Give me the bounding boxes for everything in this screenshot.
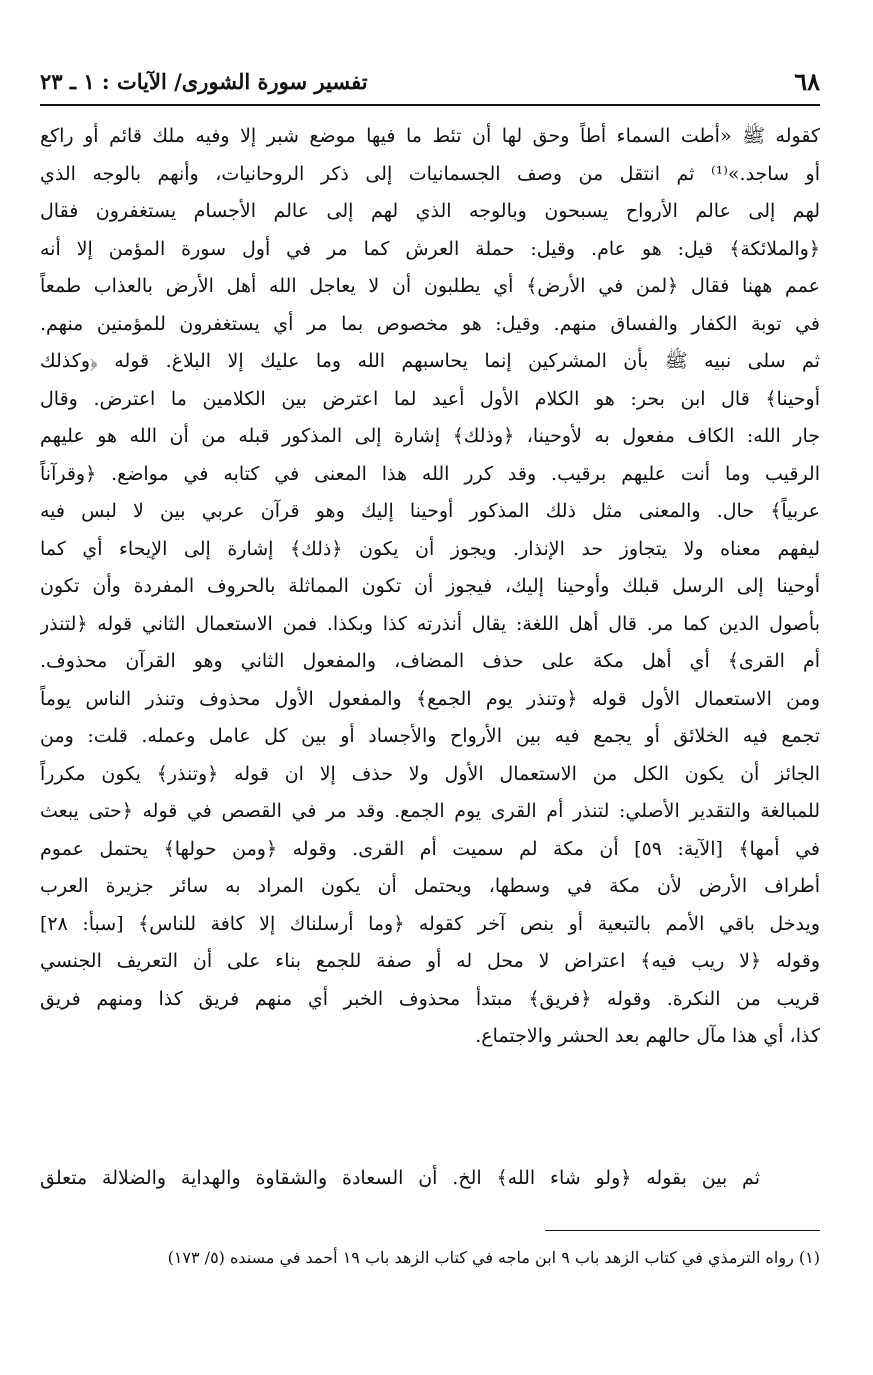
running-title: تفسير سورة الشورى/ الآيات : ١ ـ ٢٣: [40, 69, 368, 94]
footnote: (١) رواه الترمذي في كتاب الزهد باب ٩ ابن ماجه في كتاب الزهد باب ١٩ أحمد في مسنده (٥/ ١٧٣): [167, 1248, 820, 1267]
text-line: كقوله ﷺ «أطت السماء أطاً وحق لها أن تئط ما فيها موضع شبر إلا وفيه ملك قائم أو راكع: [40, 125, 820, 147]
text-line: أم القرى﴾ أي أهل مكة على حذف المضاف، والمفعول الثاني وهو القرآن محذوف.: [40, 650, 820, 672]
text-line: تجمع فيه الخلائق أو يجمع فيه بين الأرواح والأجساد أو بين كل عامل وعمله. قلت: ومن: [40, 725, 820, 747]
new-paragraph-line: ثم بين بقوله ﴿ولو شاء الله﴾ الخ. أن السعادة والشقاوة والهداية والضلالة متعلق: [40, 1167, 760, 1189]
text-line: أو ساجد.»⁽¹⁾ ثم انتقل من وصف الجسمانيات إلى ذكر الروحانيات، وأنهم بالوجه الذي: [40, 162, 820, 185]
text-line: ويدخل باقي الأمم بالتبعية أو بنص آخر كقوله ﴿وما أرسلناك إلا كافة للناس﴾ [سبأ: ٢٨]: [40, 912, 820, 935]
text-line: ﴿والملائكة﴾ قيل: هو عام. وقيل: حملة العرش كما مر في أول سورة المؤمن إلا أنه: [40, 237, 820, 260]
text-line: أوحينا إلى الرسل قبلك وأوحينا إليك، فيجوز أن تكون المماثلة بالحروف المفردة وأن تكون: [40, 575, 820, 597]
text-line: عمم ههنا فقال ﴿لمن في الأرض﴾ أي يطلبون أن لا يعاجل الله أهل الأرض بالعذاب طمعاً: [40, 275, 820, 297]
text-line: عربياً﴾ حال. والمعنى مثل ذلك المذكور أوحينا إليك وهو قرآن عربي بين لا لبس فيه: [40, 500, 820, 522]
main-text: [40, 118, 820, 1056]
text-line: أطراف الأرض لأن مكة في وسطها، ويحتمل أن يكون المراد به سائر جزيرة العرب: [40, 875, 820, 897]
text-line: ليفهم معناه ولا يتجاوز حد الإنذار. ويجوز أن يكون ﴿ذلك﴾ إشارة إلى الإيحاء أي كما: [40, 537, 820, 560]
text-line: الجائز أن يكون الكل من الاستعمال الأول ولا حذف إلا ان قوله ﴿وتنذر﴾ يكون مكرراً: [40, 762, 820, 785]
text-line: بأصول الدين كما مر. قال أهل اللغة: يقال أنذرته كذا وبكذا. فمن الاستعمال الثاني قوله ﴿لتنذر: [40, 612, 820, 635]
text-line: ومن الاستعمال الأول قوله ﴿وتنذر يوم الجمع﴾ والمفعول الأول محذوف وتنذر الناس يوماً: [40, 687, 820, 710]
text-line: في أمها﴾ [الآية: ٥٩] أن مكة لم سميت أم القرى. وقوله ﴿ومن حولها﴾ يحتمل عموم: [40, 837, 820, 860]
text-line: جار الله: الكاف مفعول به لأوحينا، ﴿وذلك﴾ إشارة إلى المذكور قبله من أن الله هو عليهم: [40, 425, 820, 447]
header-rule: [40, 104, 820, 106]
page-number: ٦٨: [794, 67, 820, 96]
text-line: ثم سلى نبيه ﷺ بأن المشركين إنما يحاسبهم الله وما عليك إلا البلاغ. قوله ﴿وكذلك: [40, 350, 820, 372]
footnote-rule: [545, 1230, 820, 1231]
text-line: وقوله ﴿لا ريب فيه﴾ اعتراض لا محل له أو صفة للجمع بناء على أن التعريف الجنسي: [40, 950, 820, 972]
text-line: أوحينا﴾ قال ابن بحر: هو الكلام الأول أعيد لما اعترض بين الكلامين ما اعترض. وقال: [40, 387, 820, 410]
text-line: الرقيب وما أنت عليهم برقيب. وقد كرر الله هذا المعنى في كتابه في مواضع. ﴿وقرآناً: [40, 462, 820, 485]
page-header: [40, 66, 820, 100]
text-line: قريب من النكرة. وقوله ﴿فريق﴾ مبتدأ محذوف الخبر أي منهم فريق كذا ومنهم فريق: [40, 987, 820, 1010]
text-line: في توبة الكفار والفساق منهم. وقيل: هو مخصوص بما مر أي يستغفرون للمؤمنين منهم.: [40, 312, 820, 335]
text-line: لهم إلى عالم الأرواح يسبحون وبالوجه الذي لهم إلى عالم الأجسام يستغفرون فقال: [40, 200, 820, 222]
text-line: للمبالغة والتقدير الأصلي: لتنذر أم القرى يوم الجمع. وقد مر في القصص في قوله ﴿حتى يبعث: [40, 800, 820, 822]
text-line-paragraph-end: كذا، أي هذا مآل حالهم بعد الحشر والاجتماع.: [475, 1025, 820, 1047]
